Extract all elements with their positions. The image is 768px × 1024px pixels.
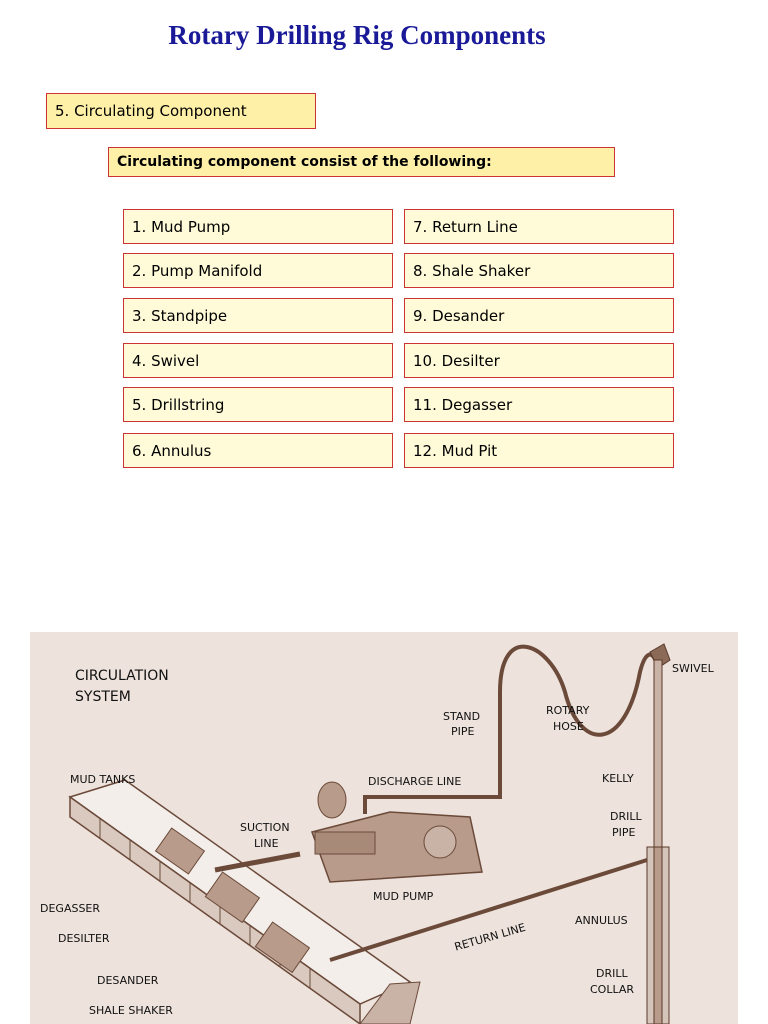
label-discharge-line: DISCHARGE LINE: [368, 775, 462, 788]
label-desilter: DESILTER: [58, 932, 110, 945]
label-degasser: DEGASSER: [40, 902, 101, 915]
label-drill-pipe-1: DRILL: [610, 810, 642, 823]
label-suction-2: LINE: [254, 837, 279, 850]
label-shale-shaker: SHALE SHAKER: [89, 1004, 173, 1017]
list-item: 10. Desilter: [404, 343, 674, 378]
label-kelly: KELLY: [602, 772, 634, 785]
list-item: 5. Drillstring: [123, 387, 393, 422]
label-mud-tanks: MUD TANKS: [70, 773, 136, 786]
list-item: 7. Return Line: [404, 209, 674, 244]
list-item: 9. Desander: [404, 298, 674, 333]
label-drill-collar-2: COLLAR: [590, 983, 635, 996]
diagram-title-line2: SYSTEM: [75, 689, 131, 705]
list-item: 6. Annulus: [123, 433, 393, 468]
list-item: 3. Standpipe: [123, 298, 393, 333]
mud-tanks-graphic: [70, 780, 420, 1024]
intro-text: Circulating component consist of the following:: [108, 147, 615, 177]
list-item: 1. Mud Pump: [123, 209, 393, 244]
list-item: 8. Shale Shaker: [404, 253, 674, 288]
label-stand: STAND: [443, 710, 481, 723]
page-title: Rotary Drilling Rig Components: [168, 20, 546, 50]
list-item: 4. Swivel: [123, 343, 393, 378]
label-return-line: RETURN LINE: [452, 920, 528, 954]
label-rotary: ROTARY: [546, 704, 590, 717]
list-item: 12. Mud Pit: [404, 433, 674, 468]
label-pipe: PIPE: [451, 725, 475, 738]
label-swivel: SWIVEL: [672, 662, 714, 675]
label-annulus: ANNULUS: [575, 914, 628, 927]
section-label: 5. Circulating Component: [46, 93, 316, 129]
circulation-diagram-svg: [30, 632, 738, 1024]
diagram-title-line1: CIRCULATION: [75, 668, 169, 684]
circulation-diagram: [30, 632, 738, 1024]
label-drill-collar-1: DRILL: [596, 967, 628, 980]
label-suction-1: SUCTION: [240, 821, 290, 834]
label-mud-pump: MUD PUMP: [373, 890, 434, 903]
list-item: 2. Pump Manifold: [123, 253, 393, 288]
label-hose: HOSE: [553, 720, 584, 733]
list-item: 11. Degasser: [404, 387, 674, 422]
label-drill-pipe-2: PIPE: [612, 826, 636, 839]
drillstring-graphic: [647, 644, 670, 1024]
label-desander: DESANDER: [97, 974, 159, 987]
